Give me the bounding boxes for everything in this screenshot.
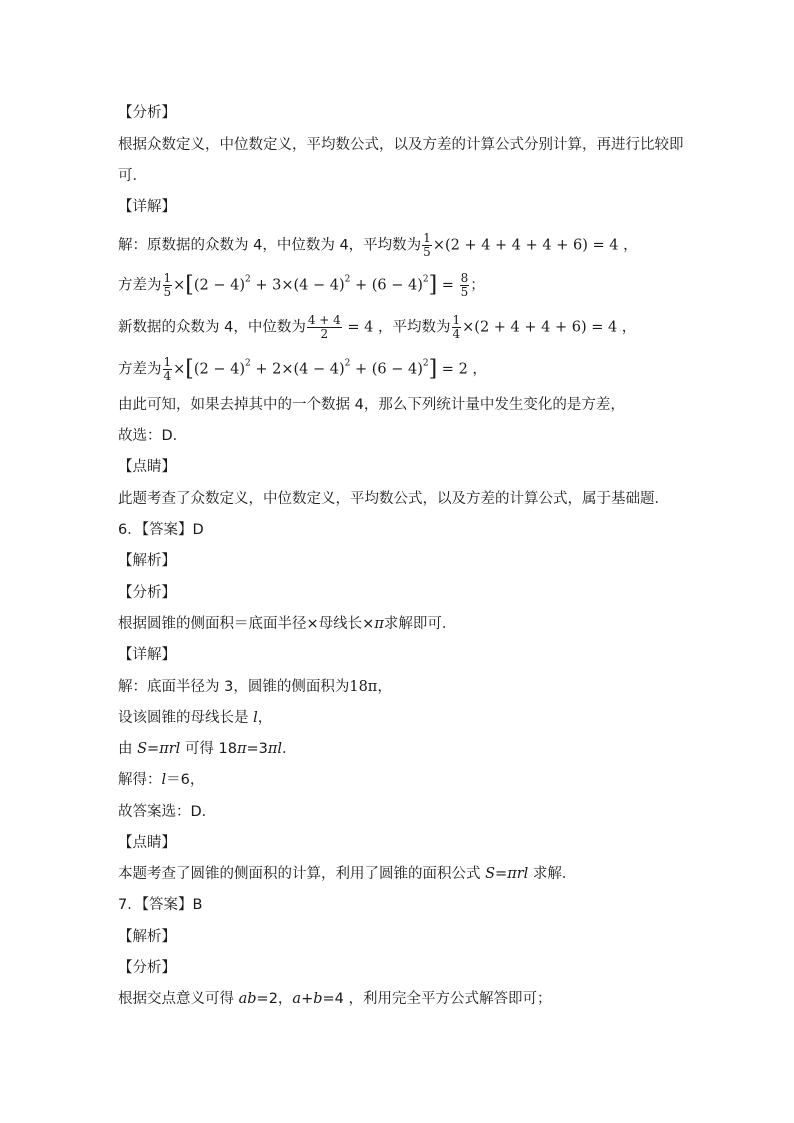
paragraph: 由此可知，如果去掉其中的一个数据 4，那么下列统计量中发生变化的是方差，: [118, 397, 625, 413]
numerator: 8: [460, 271, 469, 285]
numerator: 1: [163, 355, 172, 369]
heading-explanation: 【解析】: [118, 929, 176, 945]
math: + 2×(4 − 4): [250, 361, 345, 378]
heading-analysis: 【分析】: [118, 105, 176, 121]
text: 解：底面半径为 3，圆锥的侧面积为: [118, 679, 350, 695]
exponent: 2: [422, 358, 429, 369]
heading-comment: 【点睛】: [118, 459, 176, 475]
paragraph: [118, 739, 297, 759]
right-bracket: ]: [428, 272, 438, 298]
variance-line: [118, 272, 485, 299]
fraction: [307, 314, 342, 341]
fraction: [163, 272, 173, 299]
math: =: [437, 277, 459, 294]
math: a: [292, 991, 302, 1007]
math: πl: [267, 741, 283, 757]
text: +: [301, 991, 314, 1007]
math: π: [374, 616, 384, 632]
paragraph: 可．: [118, 168, 147, 184]
fraction: [452, 314, 462, 341]
fraction: [163, 356, 173, 383]
solution-line: [118, 232, 638, 259]
paragraph: [118, 864, 576, 884]
text: 求解．: [528, 866, 577, 882]
text: ．: [282, 741, 297, 757]
paragraph: [118, 989, 552, 1009]
left-bracket: [: [185, 356, 194, 382]
fraction: [422, 232, 432, 259]
math: + 3×(4 − 4): [250, 277, 345, 294]
text: 方差为: [118, 361, 162, 378]
numerator: 4 + 4: [307, 313, 341, 327]
math: S=πrl: [137, 741, 181, 757]
math: ×: [173, 361, 186, 378]
math: ×(2 + 4 + 4 + 4 + 6) = 4 ，: [432, 237, 638, 254]
paragraph: 故答案选：D．: [118, 804, 217, 820]
text: =2，: [256, 991, 293, 1007]
math: l: [253, 710, 258, 726]
exponent: 2: [344, 274, 351, 285]
paragraph: [118, 708, 272, 728]
paragraph: [118, 770, 204, 790]
denominator: 2: [320, 327, 329, 341]
exponent: 2: [344, 358, 351, 369]
text: 根据交点意义可得: [118, 991, 239, 1007]
text: 由: [118, 741, 138, 757]
left-bracket: [: [185, 272, 194, 298]
text: 解：原数据的众数为 4，中位数为 4，平均数为: [118, 237, 422, 254]
exponent: 2: [245, 274, 251, 285]
text: ＝6，: [166, 772, 205, 788]
denominator: 4: [452, 327, 461, 341]
answer-heading: 6．【答案】D: [118, 522, 204, 538]
exponent: 2: [422, 274, 429, 285]
denominator: 5: [163, 285, 172, 299]
text: ；: [470, 277, 485, 294]
text: 求解即可．: [383, 616, 457, 632]
math: S=πrl: [485, 866, 529, 882]
text: =3: [246, 741, 268, 757]
exponent: 2: [245, 358, 251, 369]
denominator: 5: [423, 245, 431, 259]
heading-details: 【详解】: [118, 647, 176, 663]
paragraph: [118, 614, 456, 634]
solution-line: [118, 314, 636, 341]
math: + (6 − 4): [350, 277, 423, 294]
math: π: [236, 741, 247, 757]
math: ×: [173, 277, 186, 294]
text: 方差为: [118, 277, 162, 294]
math: = 2 ，: [437, 361, 487, 378]
heading-analysis: 【分析】: [118, 585, 176, 601]
heading-comment: 【点睛】: [118, 835, 176, 851]
math: 18π: [349, 679, 378, 695]
variance-line: [118, 356, 487, 383]
text: 新数据的众数为 4，中位数为: [118, 319, 306, 336]
numerator: 1: [163, 271, 172, 285]
heading-details: 【详解】: [118, 199, 176, 215]
text: 设该圆锥的母线长是: [118, 710, 254, 726]
text: ，: [257, 710, 273, 726]
numerator: 1: [423, 231, 431, 245]
math: (2 − 4): [193, 277, 246, 294]
text: 解得：: [118, 772, 162, 788]
math: b: [313, 991, 323, 1007]
heading-explanation: 【解析】: [118, 553, 176, 569]
paragraph: 故选：D．: [118, 428, 188, 444]
text: 可得 18: [180, 741, 237, 757]
math: l: [161, 772, 167, 788]
denominator: 5: [460, 285, 469, 299]
right-bracket: ]: [428, 356, 438, 382]
paragraph: 此题考查了众数定义，中位数定义，平均数公式，以及方差的计算公式，属于基础题．: [118, 491, 669, 507]
math: ab: [238, 991, 257, 1007]
math: + (6 − 4): [350, 361, 423, 378]
text: 根据圆锥的侧面积＝底面半径×母线长×: [118, 616, 375, 632]
numerator: 1: [452, 313, 461, 327]
answer-heading: 7．【答案】B: [118, 897, 203, 913]
denominator: 4: [163, 369, 172, 383]
math: ×(2 + 4 + 4 + 6) = 4 ，: [462, 319, 637, 336]
text: 本题考查了圆锥的侧面积的计算，利用了圆锥的面积公式: [118, 866, 486, 882]
fraction: [460, 272, 470, 299]
heading-analysis: 【分析】: [118, 960, 176, 976]
text: ，: [377, 679, 392, 695]
math: (2 − 4): [193, 361, 246, 378]
math: = 4 ，平均数为: [342, 319, 451, 336]
paragraph: [118, 677, 392, 697]
text: =4 ，利用完全平方公式解答即可；: [322, 991, 552, 1007]
paragraph: 根据众数定义，中位数定义，平均数公式，以及方差的计算公式分别计算，再进行比较即: [118, 137, 684, 153]
